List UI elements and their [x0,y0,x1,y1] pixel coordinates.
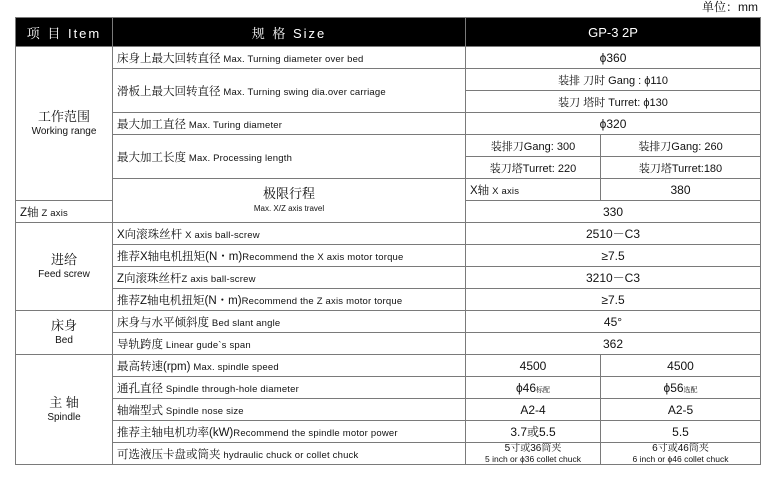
item-z-torque [113,289,466,311]
item-en: Spindle through-hole diameter [165,383,299,395]
chuck-en: 5 inch or ϕ36 collet chuck [485,453,581,464]
chuck-zh: 5寸或36筒夹 [504,442,562,454]
item-swing-bed [113,47,466,69]
value-swing-turret: 装刀 塔时 Turret: ϕ130 [466,91,761,113]
value-bore-a [466,377,601,399]
item-x-screw [113,223,466,245]
item-nose [113,399,466,421]
item-en: Z axis ball-screw [181,273,256,285]
table-row [16,179,761,201]
group-label-zh: 床身 [50,318,77,333]
value-max-len-gang-a: 装排刀Gang: 300 [466,135,601,157]
group-label-en: Feed screw [38,269,90,280]
item-chuck [113,443,466,465]
chuck-en: 6 inch or ϕ46 collet chuck [632,453,729,464]
item-max-dia [113,113,466,135]
item-en: Z axis [41,207,68,219]
table-row [16,377,761,399]
table-row [16,399,761,421]
item-swing-carriage [113,69,466,113]
group-travel [113,179,466,223]
table-row [16,245,761,267]
group-label-zh: 主 轴 [49,395,79,410]
item-en: Max. Processing length [188,152,293,164]
item-en: Max. Turing diameter [188,119,283,131]
table-row [16,355,761,377]
group-bed [16,311,113,355]
item-zh: 推荐主轴电机功率(kW) [117,426,234,439]
item-zh: X轴 [470,184,490,197]
table-row [16,223,761,245]
item-rail-span [113,333,466,355]
item-power [113,421,466,443]
item-en: Bed slant angle [211,317,281,329]
value-rail-span: 362 [466,333,761,355]
item-en: hydraulic chuck or collet chuck [223,449,359,461]
item-zh: 床身上最大回转直径 [117,52,221,65]
chuck-zh: 6寸或46筒夹 [652,442,709,454]
item-zh: 最大加工直径 [117,118,186,131]
value-swing-bed: ϕ360 [466,47,761,69]
bore-note: 标配 [536,386,551,394]
value-spindle-speed-a: 4500 [466,355,601,377]
table-row [16,113,761,135]
item-bed-angle [113,311,466,333]
value-max-dia: ϕ320 [466,113,761,135]
item-en: Recommend the Z axis motor torque [241,295,403,307]
bore-value: ϕ46 [515,380,537,395]
value-spindle-speed-b: 4500 [601,355,761,377]
header-size: 规 格 Size [113,18,466,47]
value-x-axis: 380 [601,179,761,201]
item-zh: X向滚珠丝杆 [117,228,183,241]
value-max-len-turret-b: 装刀塔Turret:180 [601,157,761,179]
item-en: X axis ball-screw [185,229,260,241]
item-zh: 最高转速(rpm) [117,360,191,373]
item-en: X axis [492,185,520,197]
value-swing-gang: 装排 刀时 Gang : ϕ110 [466,69,761,91]
table-row [16,135,761,157]
item-en: Recommend the spindle motor power [233,427,398,439]
table-row [16,267,761,289]
value-bed-angle: 45° [466,311,761,333]
item-z-screw [113,267,466,289]
table-row [16,443,761,465]
item-x-axis [466,179,601,201]
item-en: Max. Turning diameter over bed [223,53,364,65]
bore-note: 选配 [683,386,698,394]
item-en: Spindle nose size [165,405,244,417]
group-spindle [16,355,113,465]
header-model: GP-3 2P [466,18,761,47]
item-zh: 床身与水平倾斜度 [117,316,209,329]
value-x-torque: ≥7.5 [466,245,761,267]
group-label-zh: 进给 [50,252,77,267]
value-bore-b [601,377,761,399]
value-z-screw: 3210－C3 [466,267,761,289]
item-max-len [113,135,466,179]
item-zh: 导轨跨度 [117,338,163,351]
value-max-len-turret-a: 装刀塔Turret: 220 [466,157,601,179]
group-feed-screw [16,223,113,311]
value-nose-b: A2-5 [601,399,761,421]
group-label-en: Max. X/Z axis travel [253,204,325,213]
item-en: Recommend the X axis motor torque [242,251,404,263]
group-label-en: Working range [31,126,97,137]
item-en: Max. Turning swing dia.over carriage [223,86,386,98]
item-z-axis [16,201,113,223]
group-working-range [16,47,113,201]
bore-value: ϕ56 [663,380,684,395]
table-row [16,289,761,311]
item-zh: 轴端型式 [117,404,163,417]
item-zh: 通孔直径 [117,382,163,395]
item-en: Linear gude`s span [165,339,251,351]
value-power-b: 5.5 [601,421,761,443]
group-label-en: Bed [55,335,73,346]
value-nose-a: A2-4 [466,399,601,421]
item-x-torque [113,245,466,267]
header-item: 项 目 Item [16,18,113,47]
value-chuck-a [466,443,601,465]
item-zh: Z轴 [20,206,39,219]
spec-table [15,17,761,465]
item-zh: 最大加工长度 [117,151,186,164]
item-bore [113,377,466,399]
group-label-en: Spindle [47,412,81,423]
value-z-torque: ≥7.5 [466,289,761,311]
table-row [16,47,761,69]
item-zh: 可选液压卡盘或筒夹 [117,448,221,461]
table-row [16,311,761,333]
group-label-zh: 工作范围 [37,109,90,124]
item-zh: 滑板上最大回转直径 [117,85,221,98]
item-en: Max. spindle speed [193,361,279,373]
group-label-zh: 极限行程 [262,186,315,201]
value-z-axis: 330 [466,201,761,223]
value-x-screw: 2510－C3 [466,223,761,245]
unit-label: 单位：mm [702,0,758,14]
table-row [16,69,761,91]
item-spindle-speed [113,355,466,377]
item-zh: 推荐Z轴电机扭矩(N・m) [117,294,242,307]
item-zh: Z向滚珠丝杆 [117,272,182,285]
table-row [16,333,761,355]
table-row [16,421,761,443]
value-chuck-b [601,443,761,465]
table-header-row [16,18,761,47]
item-zh: 推荐X轴电机扭矩(N・m) [117,250,243,263]
value-max-len-gang-b: 装排刀Gang: 260 [601,135,761,157]
value-power-a: 3.7或5.5 [466,421,601,443]
